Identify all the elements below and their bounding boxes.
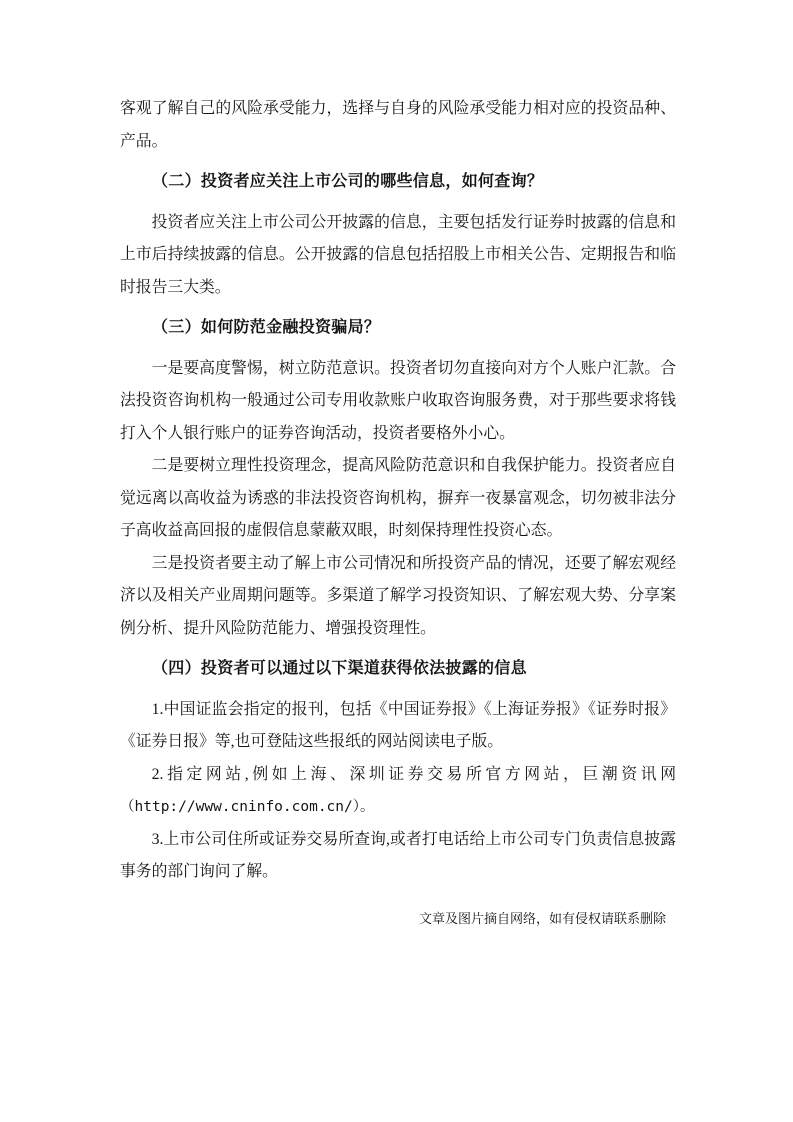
body-paragraph-fraud-point-2: 二是要树立理性投资理念，提高风险防范意识和自我保护能力。投资者应自觉远离以高收益为诱惑的非法投资咨询机构，摒弃一夜暴富观念，切勿被非法分子高收益高回报的虚假信息蒙蔽双眼，时刻保持理性投资心态。 <box>120 457 676 539</box>
body-paragraph-disclosure-info: 投资者应关注上市公司公开披露的信息，主要包括发行证券时披露的信息和上市后持续披露的信息。公开披露的信息包括招股上市相关公告、定期报告和临时报告三大类。 <box>120 213 676 296</box>
page-body <box>120 93 676 935</box>
body-paragraph-channel-2 <box>120 759 676 824</box>
body-paragraph-continuation: 客观了解自己的风险承受能力，选择与自身的风险承受能力相对应的投资品种、产品。 <box>120 100 676 150</box>
body-paragraph-channel-1: 1.中国证监会指定的报刊，包括《中国证券报》《上海证券报》《证券时报》《证券日报》等,也可登陆这些报纸的网站阅读电子版。 <box>120 700 676 750</box>
attribution-note: 文章及图片摘自网络，如有侵权请联系删除 <box>418 910 666 926</box>
channel-2-text: 2.指定网站,例如上海、深圳证券交易所官方网站，巨潮资讯网 <box>151 765 676 783</box>
body-paragraph-channel-3: 3.上市公司住所或证券交易所查询,或者打电话给上市公司专门负责信息披露事务的部门询问了解。 <box>120 830 676 880</box>
section-heading-4: （四）投资者可以通过以下渠道获得依法披露的信息 <box>152 660 527 677</box>
body-paragraph-fraud-point-1: 一是要高度警惕，树立防范意识。投资者切勿直接向对方个人账户汇款。合法投资咨询机构一般通过公司专用收款账户收取咨询服务费，对于那些要求将钱打入个人银行账户的证券咨询活动，投资者要格外小心。 <box>120 359 676 442</box>
section-heading-2: （二）投资者应关注上市公司的哪些信息，如何查询？ <box>152 173 544 190</box>
cninfo-url: （http://www.cninfo.com.cn/）。 <box>120 799 375 815</box>
body-paragraph-fraud-point-3: 三是投资者要主动了解上市公司情况和所投资产品的情况，还要了解宏观经济以及相关产业周期问题等。多渠道了解学习投资知识、了解宏观大势、分享案例分析、提升风险防范能力、增强投资理性。 <box>120 554 676 637</box>
section-heading-3: （三）如何防范金融投资骗局？ <box>152 319 381 336</box>
